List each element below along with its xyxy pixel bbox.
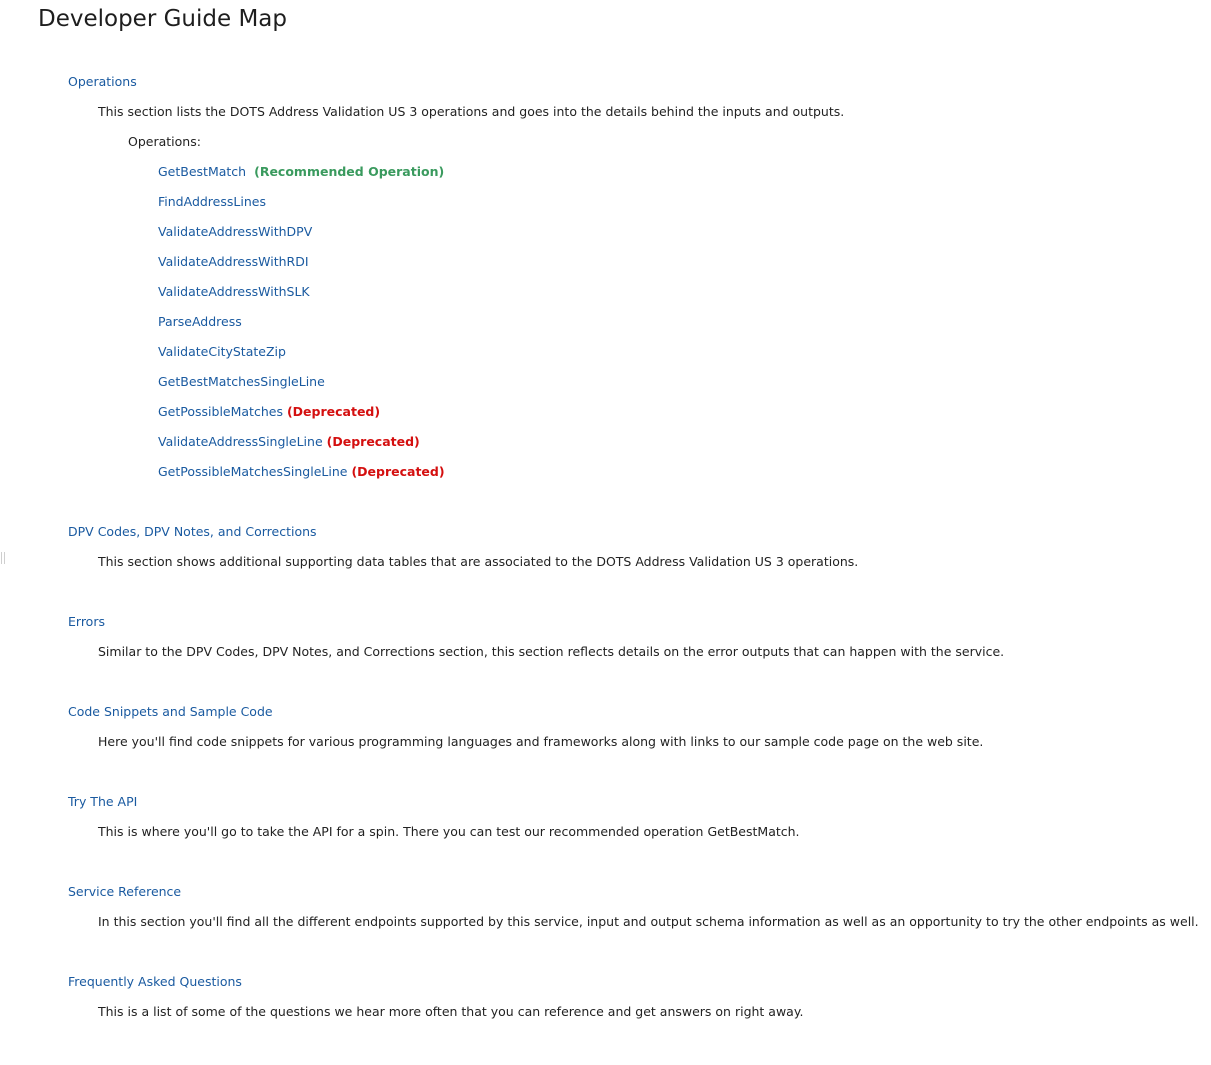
deprecated-badge: (Deprecated) [286, 404, 381, 419]
validatecitystatezip-link[interactable]: ValidateCityStateZip [158, 344, 286, 359]
operation-item [158, 432, 420, 452]
code-snippets-link[interactable]: Code Snippets and Sample Code [68, 704, 273, 719]
deprecated-badge: (Deprecated) [326, 434, 420, 449]
section-try-api [68, 792, 137, 812]
dpv-codes-link[interactable]: DPV Codes, DPV Notes, and Corrections [68, 524, 317, 539]
operation-item [158, 222, 312, 242]
operations-description: This section lists the DOTS Address Validation US 3 operations and goes into the details behind the inputs and outputs. [98, 104, 845, 119]
faq-link[interactable]: Frequently Asked Questions [68, 974, 242, 989]
getpossiblematchessingleline-link[interactable]: GetPossibleMatchesSingleLine [158, 464, 348, 479]
getbestmatchessingleline-link[interactable]: GetBestMatchesSingleLine [158, 374, 325, 389]
findaddresslines-link[interactable]: FindAddressLines [158, 194, 266, 209]
parseaddress-link[interactable]: ParseAddress [158, 314, 242, 329]
operation-item [158, 192, 266, 212]
section-faq [68, 972, 242, 992]
page-title: Developer Guide Map [38, 6, 287, 32]
dpv-description: This section shows additional supporting data tables that are associated to the DOTS Address Validation US 3 operations. [98, 554, 859, 569]
validateaddresswithslk-link[interactable]: ValidateAddressWithSLK [158, 284, 310, 299]
section-dpv [68, 522, 317, 542]
service-reference-description: In this section you'll find all the different endpoints supported by this service, input and output schema information as well as an opportunity to try the other endpoints as well. [98, 914, 1199, 929]
operation-item [158, 282, 310, 302]
validateaddresswithdpv-link[interactable]: ValidateAddressWithDPV [158, 224, 313, 239]
errors-link[interactable]: Errors [68, 614, 105, 629]
operations-link[interactable]: Operations [68, 74, 137, 89]
errors-description: Similar to the DPV Codes, DPV Notes, and Corrections section, this section reflects details on the error outputs that can happen with the service. [98, 644, 1005, 659]
section-code-snippets [68, 702, 273, 722]
operations-sublabel: Operations: [128, 134, 201, 149]
validateaddresssingleline-link[interactable]: ValidateAddressSingleLine [158, 434, 323, 449]
service-reference-link[interactable]: Service Reference [68, 884, 182, 899]
deprecated-badge: (Deprecated) [351, 464, 445, 479]
try-api-link[interactable]: Try The API [68, 794, 138, 809]
faq-description: This is a list of some of the questions we hear more often that you can reference and get answers on right away. [98, 1004, 804, 1019]
code-snippets-description: Here you'll find code snippets for various programming languages and frameworks along with links to our sample code page on the web site. [98, 734, 984, 749]
recommended-badge: (Recommended Operation) [254, 164, 445, 179]
resize-handle-icon[interactable] [1, 552, 5, 564]
operation-item [158, 252, 309, 272]
getbestmatch-link[interactable]: GetBestMatch [158, 164, 247, 179]
getpossiblematches-link[interactable]: GetPossibleMatches [158, 404, 283, 419]
section-errors [68, 612, 105, 632]
section-operations [68, 72, 137, 92]
validateaddresswithrdi-link[interactable]: ValidateAddressWithRDI [158, 254, 309, 269]
section-service-reference [68, 882, 181, 902]
operation-item [158, 372, 325, 392]
try-api-description: This is where you'll go to take the API for a spin. There you can test our recommended operation GetBestMatch. [98, 824, 800, 839]
operation-item [158, 402, 380, 422]
operation-item [158, 312, 242, 332]
operation-item [158, 342, 286, 362]
operation-item [158, 462, 445, 482]
operation-item [158, 162, 444, 182]
